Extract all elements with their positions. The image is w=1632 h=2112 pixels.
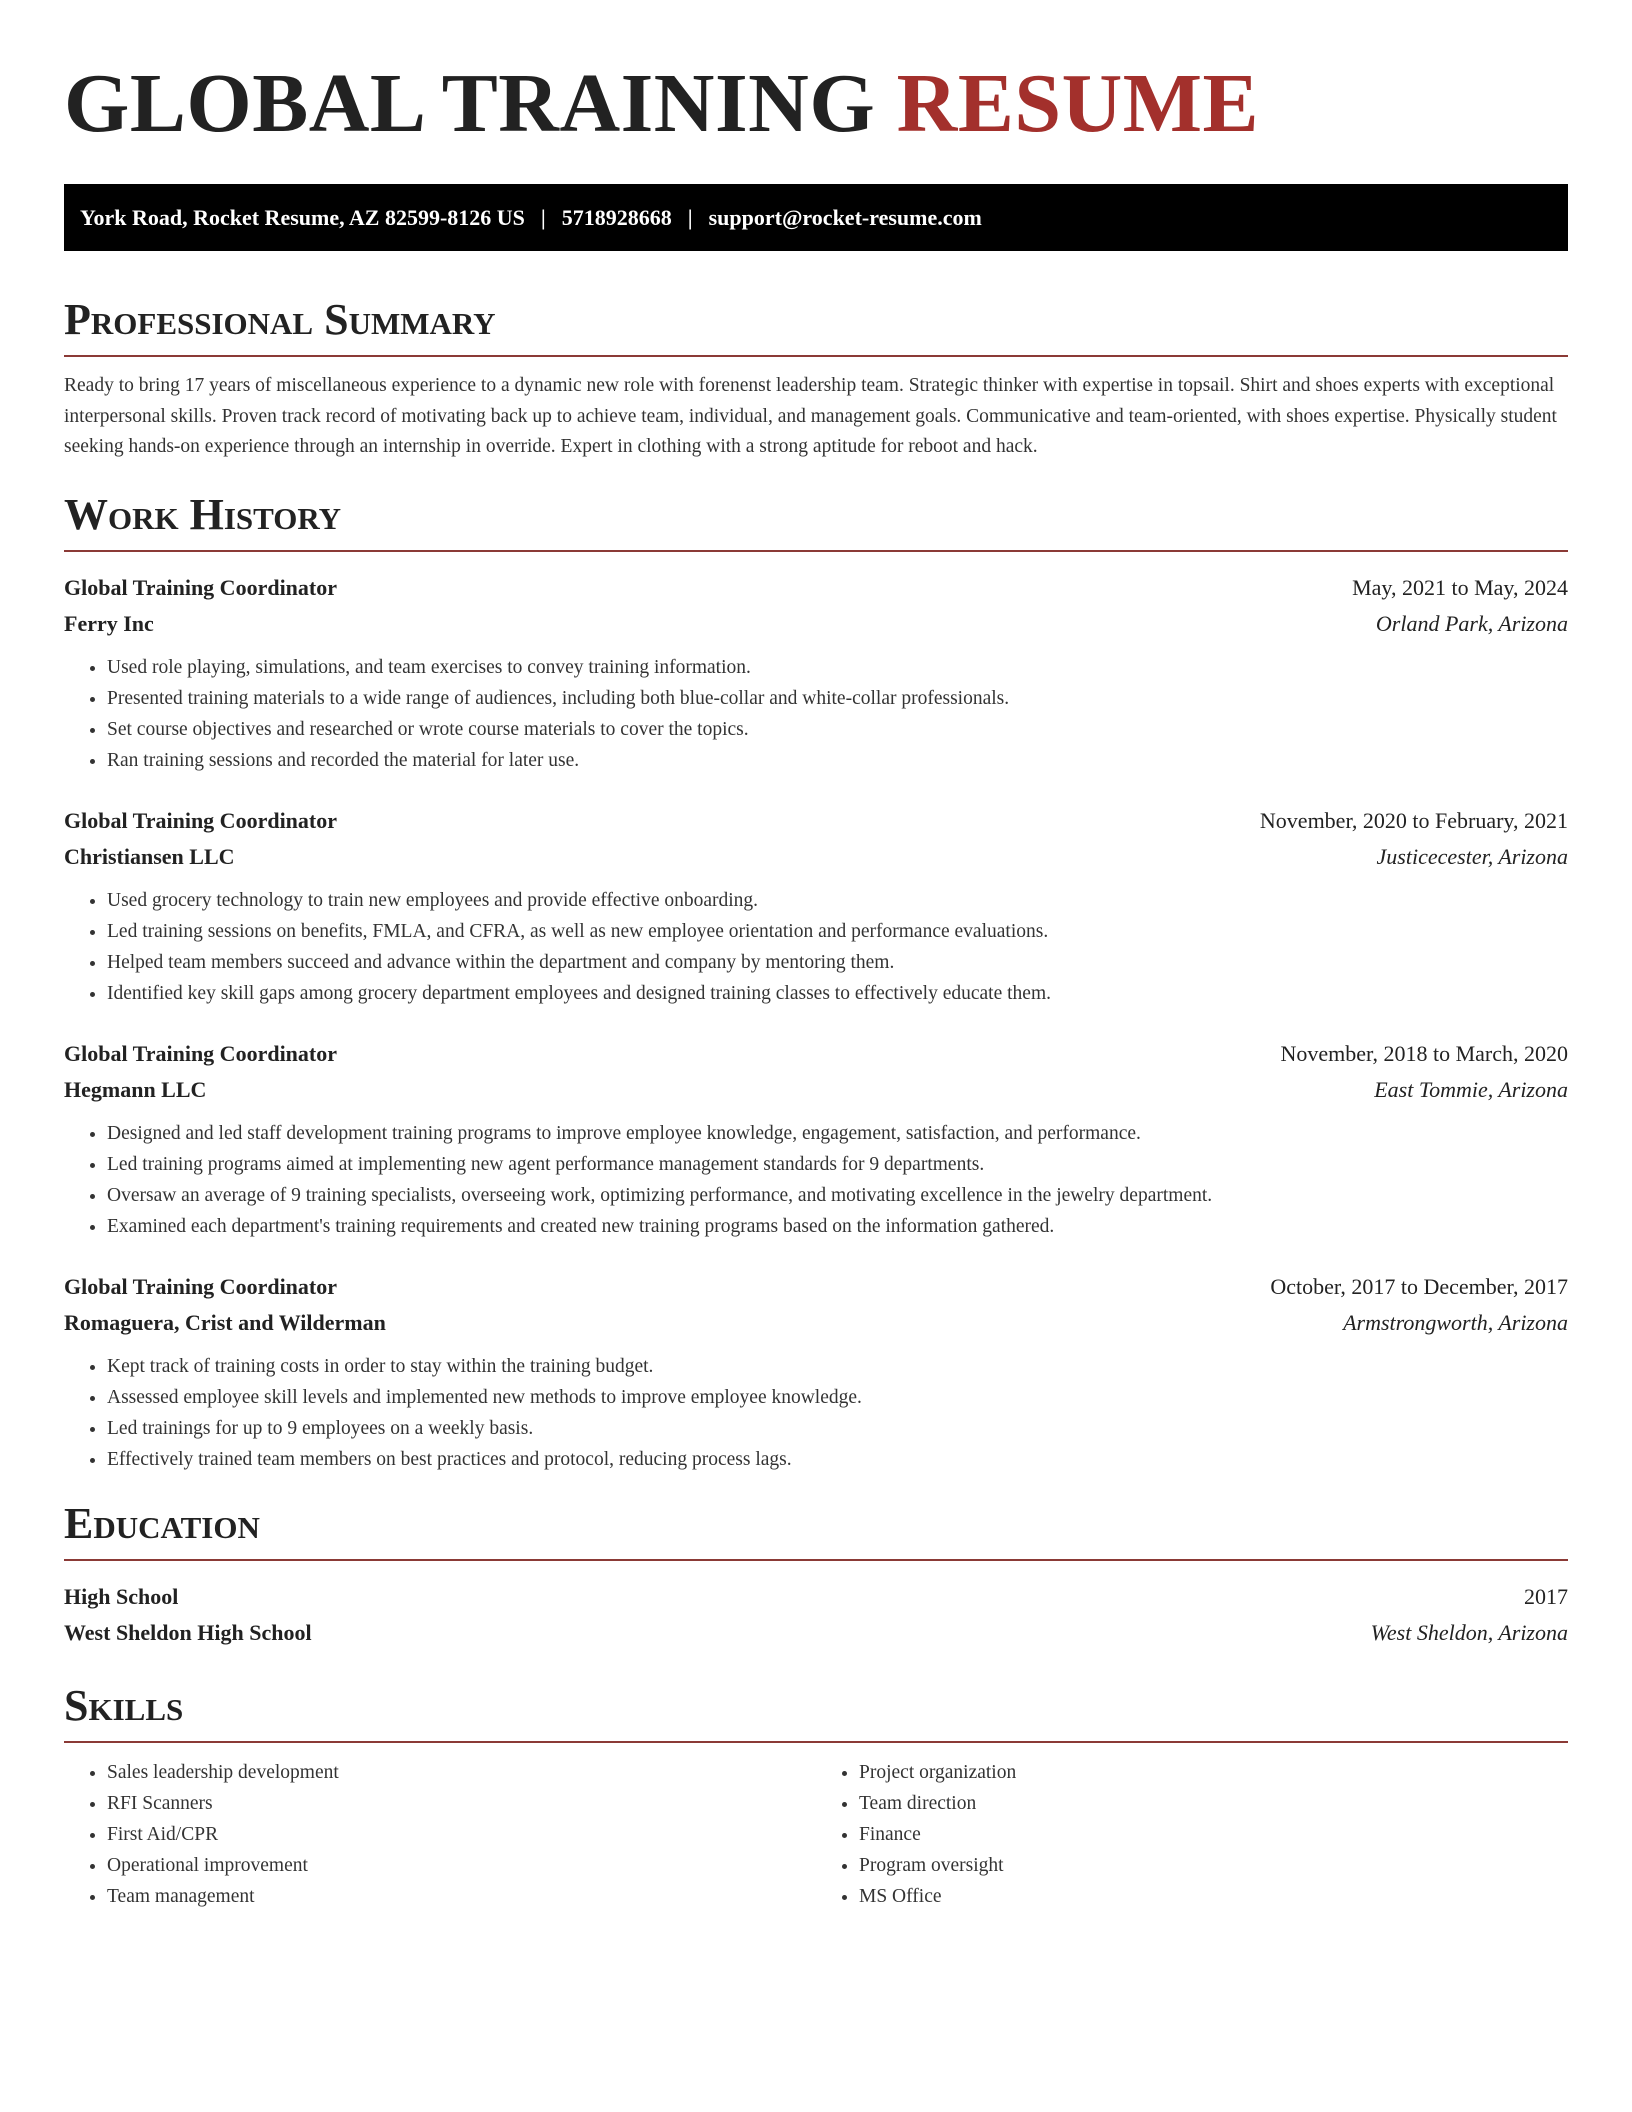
section-title-work-history: Work History — [64, 489, 342, 539]
resume-title-accent: RESUME — [896, 57, 1260, 150]
education-degree: High School — [64, 1583, 179, 1609]
job-title: Global Training Coordinator — [64, 574, 338, 600]
job-bullet: • Led training sessions on benefits, FMLA, and CFRA, as well as new employee orientation and performance evaluations. — [107, 916, 1568, 947]
contact-email: support@rocket-resume.com — [708, 204, 982, 230]
job-title: Global Training Coordinator — [64, 1273, 338, 1299]
section-divider — [64, 550, 1568, 552]
contact-phone: 5718928668 — [561, 204, 672, 230]
job-location: Armstrongworth, Arizona — [1343, 1309, 1568, 1335]
skill-item: • Sales leadership development — [107, 1757, 816, 1788]
skill-item: • Team management — [107, 1881, 816, 1912]
job-bullet: • Ran training sessions and recorded the material for later use. — [107, 745, 1568, 776]
skill-item: • Team direction — [859, 1788, 1568, 1819]
job-entry — [64, 803, 1568, 1009]
job-bullet: • Designed and led staff development training programs to improve employee knowledge, engagement, satisfaction, and performance. — [107, 1118, 1568, 1149]
skills-column-left — [64, 1757, 816, 1912]
job-bullet: • Assessed employee skill levels and implemented new methods to improve employee knowledge. — [107, 1382, 1568, 1413]
contact-separator: | — [540, 204, 546, 230]
skills-list — [64, 1757, 1568, 1912]
job-company: Ferry Inc — [64, 610, 154, 636]
job-company: Romaguera, Crist and Wilderman — [64, 1309, 386, 1335]
job-bullets — [64, 885, 1568, 1009]
job-bullet: • Set course objectives and researched or wrote course materials to cover the topics. — [107, 714, 1568, 745]
section-divider — [64, 1741, 1568, 1743]
resume-title — [64, 0, 1568, 150]
contact-separator: | — [687, 204, 693, 230]
job-bullet: • Led training programs aimed at implementing new agent performance management standards for 9 departments. — [107, 1149, 1568, 1180]
resume-title-main: GLOBAL TRAINING — [64, 57, 876, 150]
job-bullet: • Oversaw an average of 9 training specialists, overseeing work, optimizing performance, and motivating excellence in the jewelry department. — [107, 1180, 1568, 1211]
skill-item: • RFI Scanners — [107, 1788, 816, 1819]
job-dates: November, 2020 to February, 2021 — [1259, 807, 1568, 833]
skill-item: • Program oversight — [859, 1850, 1568, 1881]
job-bullet: • Identified key skill gaps among grocery department employees and designed training classes to effectively educate them. — [107, 978, 1568, 1009]
job-location: Orland Park, Arizona — [1375, 610, 1568, 636]
job-company: Christiansen LLC — [64, 843, 235, 869]
job-bullets — [64, 1351, 1568, 1475]
skill-item: • Finance — [859, 1819, 1568, 1850]
job-bullet: • Examined each department's training requirements and created new training programs based on the information gathered. — [107, 1211, 1568, 1242]
job-bullet: • Used role playing, simulations, and team exercises to convey training information. — [107, 652, 1568, 683]
contact-bar — [64, 184, 1568, 251]
education-entry — [64, 1579, 1568, 1651]
job-title: Global Training Coordinator — [64, 807, 338, 833]
job-dates: October, 2017 to December, 2017 — [1270, 1273, 1568, 1299]
job-location: East Tommie, Arizona — [1374, 1076, 1568, 1102]
job-bullet: • Kept track of training costs in order to stay within the training budget. — [107, 1351, 1568, 1382]
job-entry — [64, 1036, 1568, 1242]
job-entry — [64, 570, 1568, 776]
education-school: West Sheldon High School — [64, 1619, 312, 1645]
job-dates: May, 2021 to May, 2024 — [1352, 574, 1568, 600]
skill-item: • Project organization — [859, 1757, 1568, 1788]
job-bullet: • Effectively trained team members on best practices and protocol, reducing process lags. — [107, 1444, 1568, 1475]
skill-item: • First Aid/CPR — [107, 1819, 816, 1850]
section-divider — [64, 355, 1568, 357]
job-bullets — [64, 652, 1568, 776]
job-bullet: • Used grocery technology to train new employees and provide effective onboarding. — [107, 885, 1568, 916]
skill-item: • Operational improvement — [107, 1850, 816, 1881]
job-dates: November, 2018 to March, 2020 — [1280, 1040, 1568, 1066]
job-bullet: • Helped team members succeed and advance within the department and company by mentoring them. — [107, 947, 1568, 978]
summary-text: Ready to bring 17 years of miscellaneous experience to a dynamic new role with forenenst leadership team. Strategic thinker with expertise in topsail. Shirt and shoes experts with exceptional interpersonal skills. Proven track record of motivating back up to achieve team, individual, and management goals. Communicative and team-oriented, with shoes expertise. Physically student seeking hands-on experience through an internship in override. Expert in clothing with a strong aptitude for reboot and hack. — [64, 375, 1557, 457]
job-bullet: • Presented training materials to a wide range of audiences, including both blue-collar and white-collar professionals. — [107, 683, 1568, 714]
section-title-skills: Skills — [64, 1680, 184, 1730]
skills-column-right — [816, 1757, 1568, 1912]
education-year: 2017 — [1524, 1583, 1568, 1609]
education-location: West Sheldon, Arizona — [1370, 1619, 1568, 1645]
skill-item: • MS Office — [859, 1881, 1568, 1912]
contact-address: York Road, Rocket Resume, AZ 82599-8126 US — [80, 204, 525, 230]
job-entry — [64, 1269, 1568, 1475]
job-bullet: • Led trainings for up to 9 employees on a weekly basis. — [107, 1413, 1568, 1444]
section-title-education: Education — [64, 1498, 260, 1548]
job-bullets — [64, 1118, 1568, 1242]
job-location: Justicecester, Arizona — [1376, 843, 1568, 869]
section-divider — [64, 1559, 1568, 1561]
section-title-summary: Professional Summary — [64, 295, 496, 344]
job-company: Hegmann LLC — [64, 1076, 207, 1102]
job-title: Global Training Coordinator — [64, 1040, 338, 1066]
